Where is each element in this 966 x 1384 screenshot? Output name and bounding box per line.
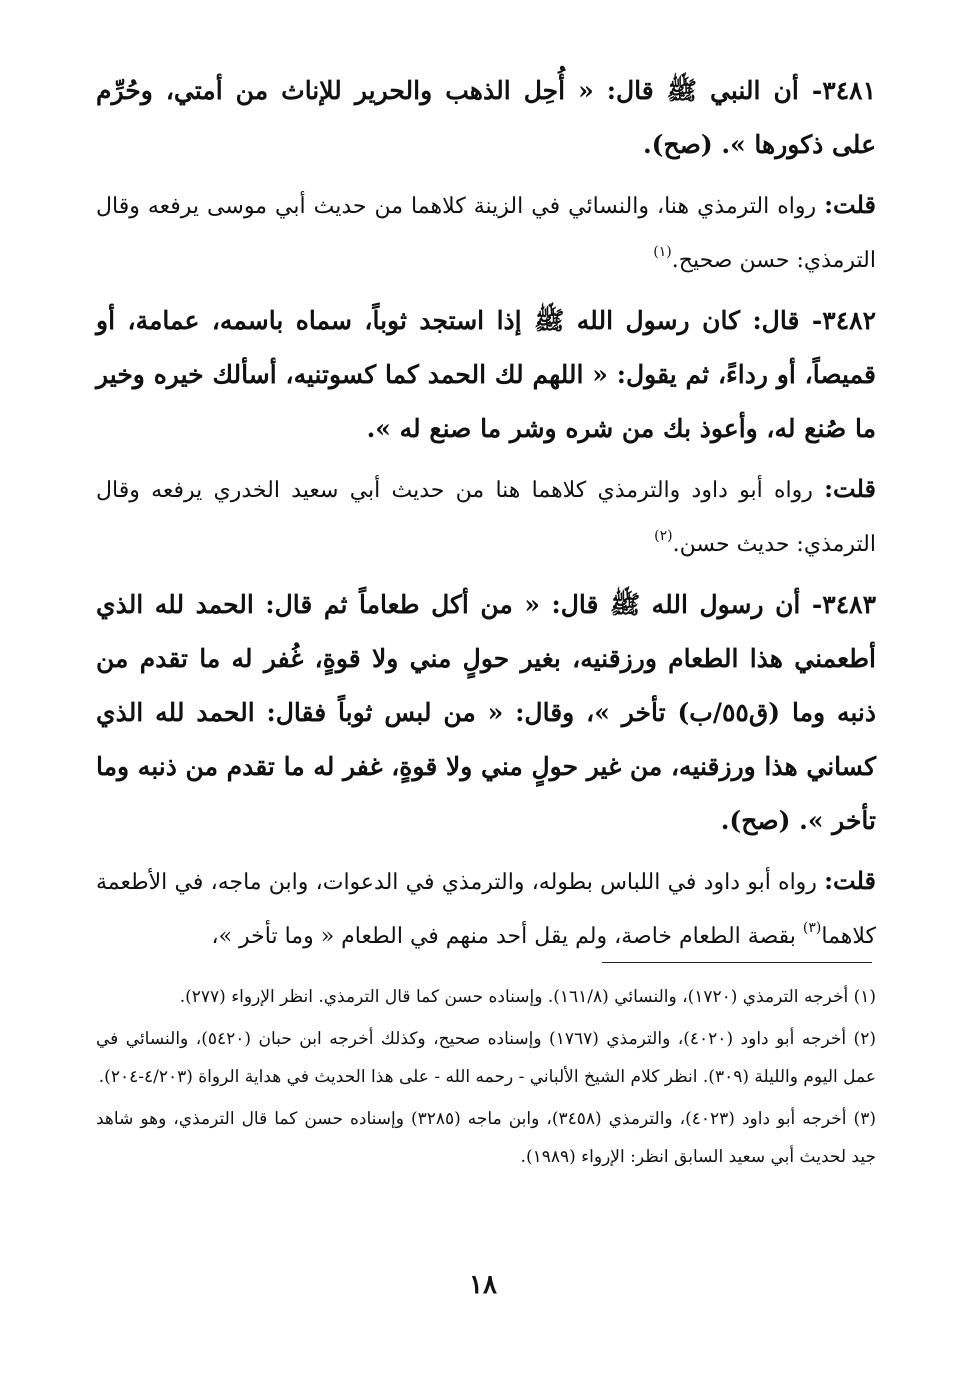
footnote-divider <box>602 962 872 963</box>
footnote-ref: (٣) <box>802 919 822 936</box>
main-text <box>96 64 876 970</box>
comment-text: رواه الترمذي هنا، والنسائي في الزينة كلاهما من حديث أبي موسى يرفعه وقال الترمذي: حسن صحيح. <box>96 194 876 273</box>
comment-3482 <box>96 462 876 572</box>
footnote-ref: (٢) <box>654 527 673 544</box>
comment-tail: بقصة الطعام خاصة، ولم يقل أحد منهم في الطعام « وما تأخر »، <box>211 924 803 949</box>
footnote-2: (٢) أخرجه أبو داود (٤٠٢٠)، والترمذي (١٧٦٧) وإسناده صحيح، وكذلك أخرجه ابن حبان (٥٤٢٠)، والنسائي في عمل اليوم والليلة (٣٠٩). انظر كلام الشيخ الألباني - رحمه الله - على هذا الحديث في هداية الرواة (٤/٢٠٣-٢٠٤). <box>96 1029 876 1087</box>
footnote-ref: (١) <box>653 243 672 260</box>
comment-label: قلت: <box>824 474 876 503</box>
comment-text: رواه أبو داود في اللباس بطوله، والترمذي في الدعوات، وابن ماجه، في الأطعمة كلاهما <box>96 870 876 949</box>
hadith-3481: ٣٤٨١- أن النبي ﷺ قال: « أُحِل الذهب والحرير للإناث من أمتي، وحُرِّم على ذكورها ». (صح). <box>96 76 876 159</box>
footnote-1: (١) أخرجه الترمذي (١٧٢٠)، والنسائي (١٦١/٨). وإسناده حسن كما قال الترمذي. انظر الإرواء (٢٧٧). <box>179 987 876 1007</box>
hadith-3482: ٣٤٨٢- قال: كان رسول الله ﷺ إذا استجد ثوباً، سماه باسمه، عمامة، أو قميصاً، أو رداءً، ثم يقول: « اللهم لك الحمد كما كسوتنيه، أسألك خيره وخير ما صُنع له، وأعوذ بك من شره وشر ما صنع له ». <box>96 306 876 443</box>
comment-3483 <box>96 854 876 964</box>
comment-label: قلت: <box>824 190 876 219</box>
footnote-3: (٣) أخرجه أبو داود (٤٠٢٣)، والترمذي (٣٤٥٨)، وابن ماجه (٣٢٨٥) وإسناده حسن كما قال الترمذي، وهو شاهد جيد لحديث أبي سعيد السابق انظر: الإرواء (١٩٨٩). <box>96 1109 876 1167</box>
comment-3481 <box>96 178 876 288</box>
footnotes <box>96 978 876 1180</box>
page-number: ١٨ <box>469 1270 497 1300</box>
comment-label: قلت: <box>824 866 876 895</box>
comment-text: رواه أبو داود والترمذي كلاهما هنا من حديث أبي سعيد الخدري يرفعه وقال الترمذي: حديث حسن. <box>96 478 876 557</box>
hadith-3483: ٣٤٨٣- أن رسول الله ﷺ قال: « من أكل طعاماً ثم قال: الحمد لله الذي أطعمني هذا الطعام ورزقنيه، بغير حولٍ مني ولا قوةٍ، غُفر له ما تقدم من ذنبه وما (ق٥٥/ب) تأخر »، وقال: « من لبس ثوباً فقال: الحمد لله الذي كساني هذا ورزقنيه، من غير حولٍ مني ولا قوةٍ، غفر له ما تقدم من ذنبه وما تأخر ». (صح). <box>96 590 876 835</box>
